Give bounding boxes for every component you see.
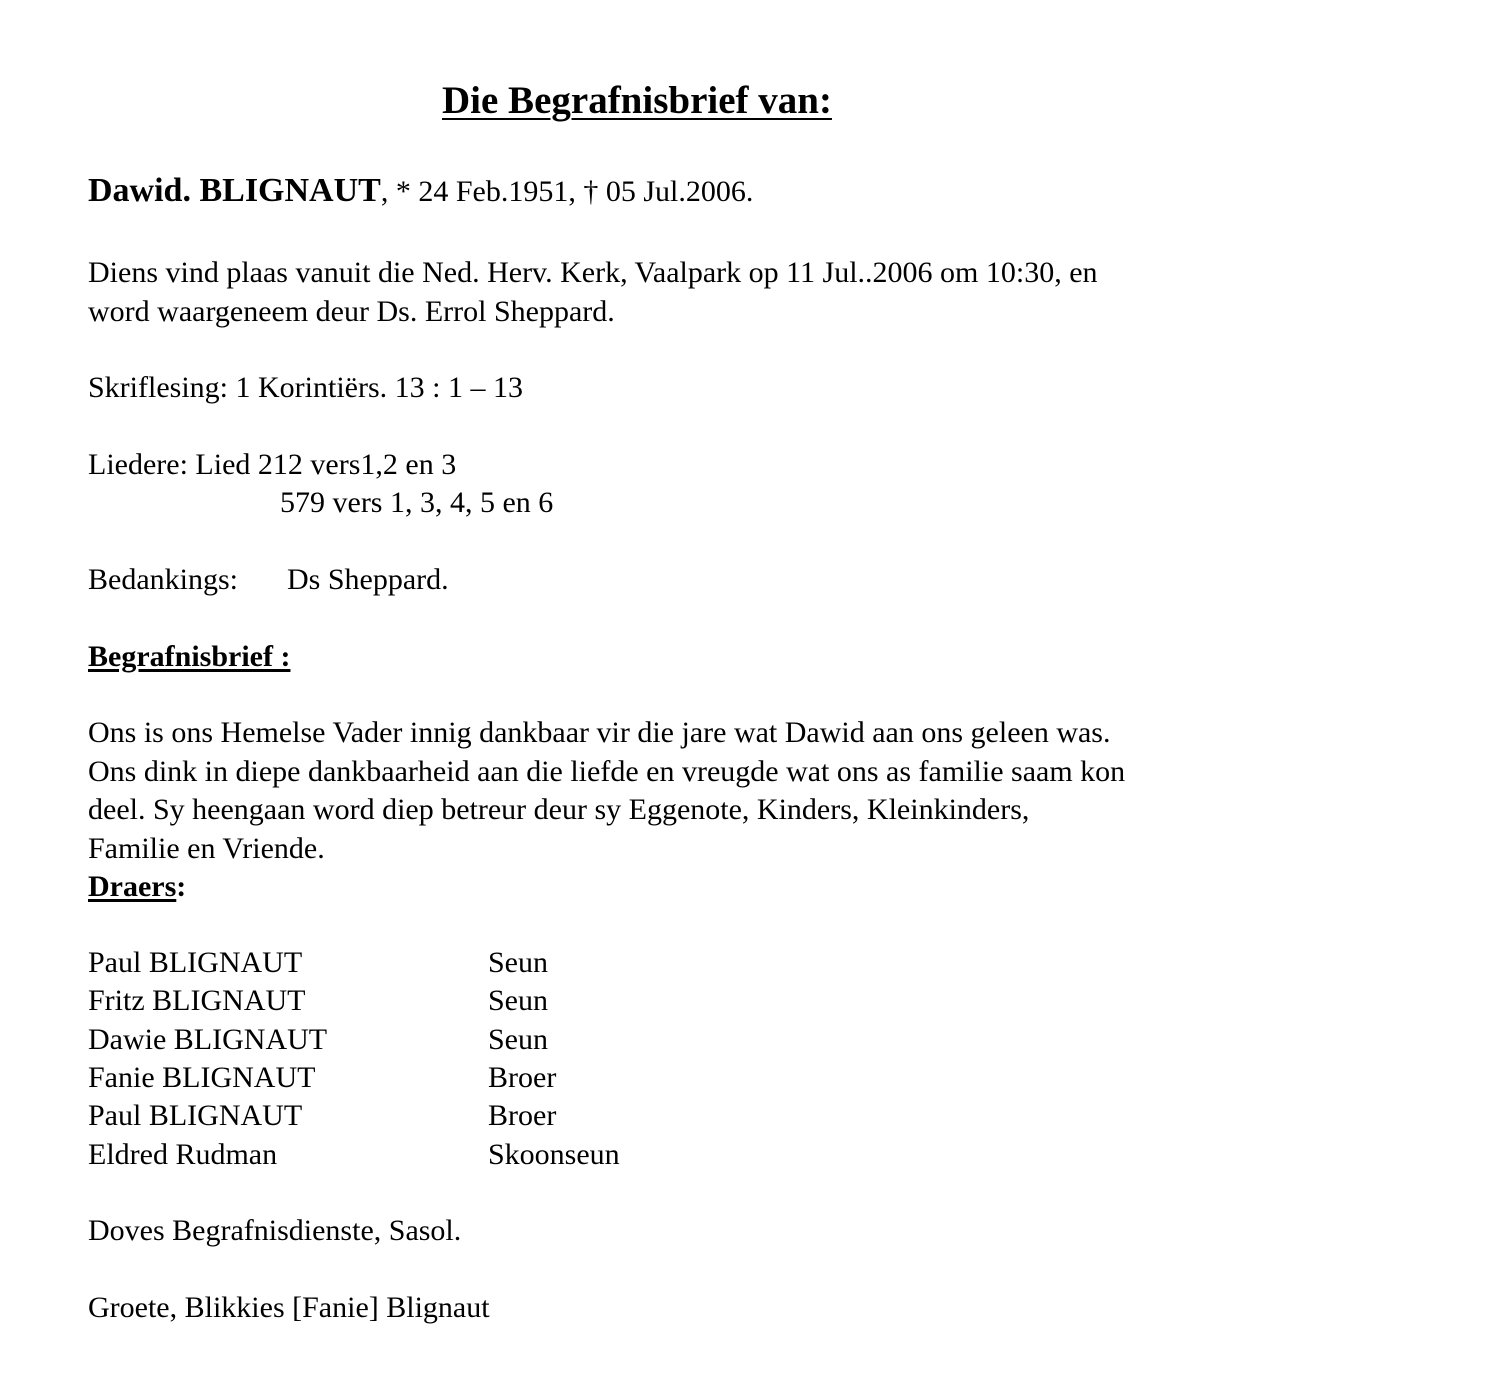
- deceased-name: Dawid. BLIGNAUT: [88, 172, 381, 209]
- deceased-line: [88, 172, 753, 210]
- bearers-heading: Draers: [88, 870, 177, 903]
- bearer-relation: Broer: [488, 1061, 557, 1094]
- scripture-reading: Skriflesing: 1 Korintiërs. 13 : 1 – 13: [88, 371, 523, 404]
- bearer-relation: Seun: [488, 946, 548, 979]
- bearer-name: Eldred Rudman: [88, 1138, 278, 1171]
- undertaker: Doves Begrafnisdienste, Sasol.: [88, 1214, 462, 1247]
- songs-line-2: 579 vers 1, 3, 4, 5 en 6: [280, 486, 554, 519]
- bearer-name: Dawie BLIGNAUT: [88, 1023, 328, 1056]
- songs-line-1: Liedere: Lied 212 vers1,2 en 3: [88, 448, 457, 481]
- letter-line: Familie en Vriende.: [88, 831, 325, 865]
- bearers-heading-colon: :: [176, 870, 187, 903]
- bearer-relation: Seun: [488, 1023, 548, 1056]
- deceased-dates: , * 24 Feb.1951, † 05 Jul.2006.: [380, 175, 754, 208]
- bearer-relation: Broer: [488, 1099, 557, 1132]
- service-line-2: word waargeneem deur Ds. Errol Sheppard.: [88, 294, 615, 328]
- letter-line: Ons dink in diepe dankbaarheid aan die liefde en vreugde wat ons as familie saam kon: [88, 754, 1126, 788]
- bearers-heading-line: [88, 868, 186, 906]
- document-title: Die Begrafnisbrief van:: [442, 79, 832, 122]
- bearer-name: Fanie BLIGNAUT: [88, 1061, 316, 1094]
- thanks-value: Ds Sheppard.: [287, 563, 449, 596]
- letter-body: [88, 714, 1125, 868]
- letter-line: Ons is ons Hemelse Vader innig dankbaar vir die jare wat Dawid aan ons geleen was.: [88, 716, 1111, 749]
- letter-line: deel. Sy heengaan word diep betreur deur sy Eggenote, Kinders, Kleinkinders,: [88, 793, 1030, 826]
- bearer-name: Fritz BLIGNAUT: [88, 984, 306, 1017]
- bearer-name: Paul BLIGNAUT: [88, 1099, 303, 1132]
- thanks-label: Bedankings:: [88, 563, 238, 596]
- letter-heading: Begrafnisbrief :: [88, 640, 291, 673]
- closing-signature: Groete, Blikkies [Fanie] Blignaut: [88, 1291, 490, 1324]
- service-details: [88, 254, 1098, 331]
- bearer-relation: Seun: [488, 984, 548, 1017]
- service-line-1: Diens vind plaas vanuit die Ned. Herv. Kerk, Vaalpark op 11 Jul..2006 om 10:30, en: [88, 256, 1098, 289]
- bearer-relation: Skoonseun: [488, 1138, 620, 1171]
- bearer-name: Paul BLIGNAUT: [88, 946, 303, 979]
